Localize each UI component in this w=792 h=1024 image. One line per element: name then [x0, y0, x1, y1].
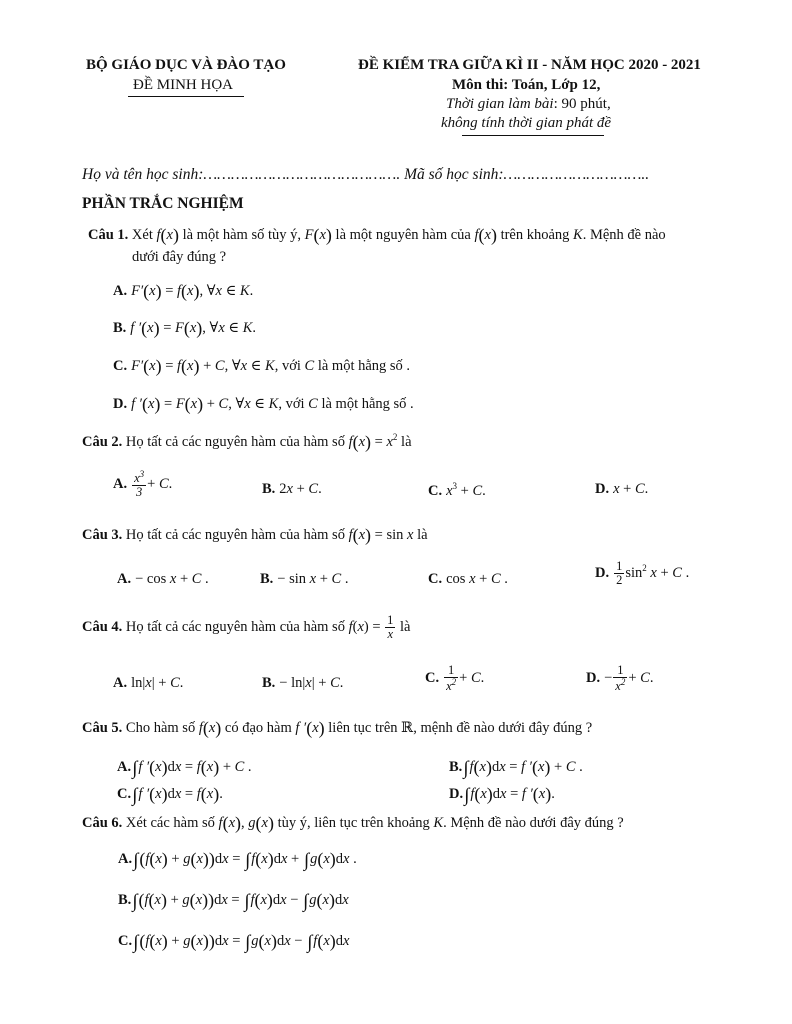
option-label: B.	[262, 675, 276, 691]
q6-text-2: tùy ý, liên tục trên khoảng	[277, 815, 430, 831]
q1-text-1: Xét	[131, 227, 153, 243]
option-label: D.	[113, 396, 128, 412]
header-underline-right	[462, 135, 604, 136]
q1-d-tail2: là một hằng số .	[321, 396, 414, 412]
q1-text-4: trên khoảng	[500, 227, 570, 243]
q5-text-2: có đạo hàm	[224, 720, 292, 736]
student-name-field: Họ và tên học sinh:…………………………………….	[82, 166, 401, 183]
q2-option-d[interactable]: D. x + C.	[595, 481, 649, 497]
q3-label: Câu 3.	[82, 527, 123, 543]
q2-text-1: Họ tất cả các nguyên hàm của hàm số	[125, 434, 345, 450]
q5-option-d[interactable]: D.∫f(x)dx = f ′(x).	[449, 784, 555, 806]
q1-option-b[interactable]: B. f ′(x) = F(x), ∀x ∈ K.	[113, 318, 257, 338]
option-label: D.	[595, 481, 610, 497]
option-label: D.	[586, 670, 601, 687]
question-5: Câu 5. Cho hàm số f(x) có đạo hàm f ′(x) liên tục trên ℝ, mệnh đề nào dưới đây đúng ?	[82, 718, 593, 738]
q5-text-4: , mệnh đề nào dưới đây đúng ?	[413, 720, 593, 736]
q2-option-c[interactable]: C. $x^3 + C$.	[428, 481, 486, 499]
q3-option-a[interactable]: A. − cos x + C .	[117, 571, 209, 587]
q1-c-tail2: là một hằng số .	[317, 358, 411, 374]
option-label: B.	[260, 571, 274, 587]
option-label: D.	[449, 786, 464, 802]
q5-option-a[interactable]: A.∫f ′(x)dx = f(x) + C .	[117, 757, 252, 779]
q3-option-c[interactable]: C. cos x + C .	[428, 571, 508, 587]
sample-label: ĐỀ MINH HỌA	[133, 77, 233, 93]
q6-label: Câu 6.	[82, 815, 123, 831]
q4-option-c[interactable]: C. $\frac{1}{x^2}$ + C.	[425, 663, 485, 694]
q4-option-d[interactable]: D. − $\frac{1}{x^2}$ + C.	[586, 663, 654, 694]
option-label: B.	[262, 481, 276, 497]
q5-text-3: liên tục trên	[328, 720, 398, 736]
option-label: A.	[118, 851, 133, 867]
q6-option-b[interactable]: B.∫(f(x) + g(x))dx = ∫f(x)dx − ∫g(x)dx	[118, 890, 349, 912]
student-info-line	[82, 166, 649, 184]
option-label: C.	[428, 482, 443, 499]
q6-text-3: . Mệnh đề nào dưới đây đúng ?	[443, 815, 624, 831]
question-6: Câu 6. Xét các hàm số f(x), g(x) tùy ý, liên tục trên khoảng K. Mệnh đề nào dưới đây đúng ?	[82, 813, 624, 833]
q6-option-c[interactable]: C.∫(f(x) + g(x))dx = ∫g(x)dx − ∫f(x)dx	[118, 931, 350, 953]
q4-text-2: là	[400, 618, 411, 635]
option-label: A.	[117, 571, 132, 587]
q1-d-tail: , với	[278, 396, 305, 412]
option-label: C.	[117, 786, 132, 802]
section-title: PHẦN TRẮC NGHIỆM	[82, 195, 244, 212]
option-label: C.	[113, 358, 128, 374]
q3-option-d[interactable]: D. $\frac{1}{2}$ $\sin^2 x + C$ .	[595, 559, 690, 588]
time-note: không tính thời gian phát đề	[441, 115, 612, 131]
q3-option-b[interactable]: B. − sin x + C .	[260, 571, 349, 587]
q1-option-c[interactable]: C. F′(x) = f(x) + C, ∀x ∈ K, với C là một hằng số .	[113, 356, 411, 376]
exam-time	[446, 96, 611, 113]
q4-text-1: Họ tất cả các nguyên hàm của hàm số	[125, 618, 345, 635]
student-id-field: Mã số học sinh:…………………………..	[404, 166, 650, 183]
q3-text-2: là	[417, 527, 428, 543]
q3-text-1: Họ tất cả các nguyên hàm của hàm số	[125, 527, 345, 543]
header-underline-left	[128, 96, 244, 97]
q1-option-d[interactable]: D. f ′(x) = F(x) + C, ∀x ∈ K, với C là một hằng số .	[113, 394, 414, 414]
q1-text-2: là một hàm số tùy ý,	[182, 227, 301, 243]
ministry-name: BỘ GIÁO DỤC VÀ ĐÀO TẠO	[86, 57, 286, 73]
q6-text-1: Xét các hàm số	[125, 815, 215, 831]
q5-option-b[interactable]: B.∫f(x)dx = f ′(x) + C .	[449, 757, 583, 779]
q1-text-3: là một nguyên hàm của	[335, 227, 471, 243]
option-label: C.	[428, 571, 443, 587]
q1-option-a[interactable]: A. F′(x) = f(x), ∀x ∈ K.	[113, 281, 254, 301]
question-3: Câu 3. Họ tất cả các nguyên hàm của hàm số f(x) = sin x là	[82, 525, 428, 545]
option-label: B.	[118, 892, 132, 908]
q5-label: Câu 5.	[82, 720, 123, 736]
option-label: A.	[113, 476, 128, 493]
exam-subject: Môn thi: Toán, Lớp 12,	[452, 77, 601, 93]
q2-option-b[interactable]: B. 2x + C.	[262, 481, 322, 497]
option-label: B.	[113, 320, 127, 336]
q1-label: Câu 1.	[88, 227, 129, 243]
time-value: : 90 phút,	[553, 96, 611, 112]
q1-text-6: dưới đây đúng ?	[132, 249, 227, 265]
q2-label: Câu 2.	[82, 434, 123, 450]
option-label: A.	[113, 675, 128, 691]
option-label: A.	[113, 283, 128, 299]
option-label: A.	[117, 759, 132, 775]
question-4: Câu 4. Họ tất cả các nguyên hàm của hàm số f(x) = $\frac{1}{x}$ là	[82, 613, 411, 642]
q6-option-a[interactable]: A.∫(f(x) + g(x))dx = ∫f(x)dx + ∫g(x)dx .	[118, 849, 357, 871]
q4-option-b[interactable]: B. − ln|x| + C.	[262, 675, 344, 691]
question-1: Câu 1. Xét f(x) là một hàm số tùy ý, F(x) là một nguyên hàm của f(x) trên khoảng K. Mệnh đề nào	[88, 225, 666, 245]
option-label: D.	[595, 564, 610, 581]
option-label: C.	[118, 933, 133, 949]
question-2: Câu 2. Họ tất cả các nguyên hàm của hàm số $f(x) = x^2$ là	[82, 432, 412, 452]
time-label: Thời gian làm bài	[446, 96, 554, 112]
q5-option-c[interactable]: C.∫f ′(x)dx = f(x).	[117, 784, 223, 806]
q1-c-tail: , với	[274, 358, 301, 374]
q4-option-a[interactable]: A. ln|x| + C.	[113, 675, 184, 691]
option-label: C.	[425, 670, 440, 687]
q5-text-1: Cho hàm số	[125, 720, 196, 736]
option-label: B.	[449, 759, 463, 775]
q2-option-a[interactable]: A. $\frac{x^3}{3}$ + C.	[113, 469, 173, 500]
q1-text-5: . Mệnh đề nào	[582, 227, 666, 243]
q2-text-2: là	[401, 434, 412, 450]
exam-title: ĐỀ KIỂM TRA GIỮA KÌ II - NĂM HỌC 2020 - 2021	[358, 57, 701, 73]
q4-label: Câu 4.	[82, 618, 123, 635]
